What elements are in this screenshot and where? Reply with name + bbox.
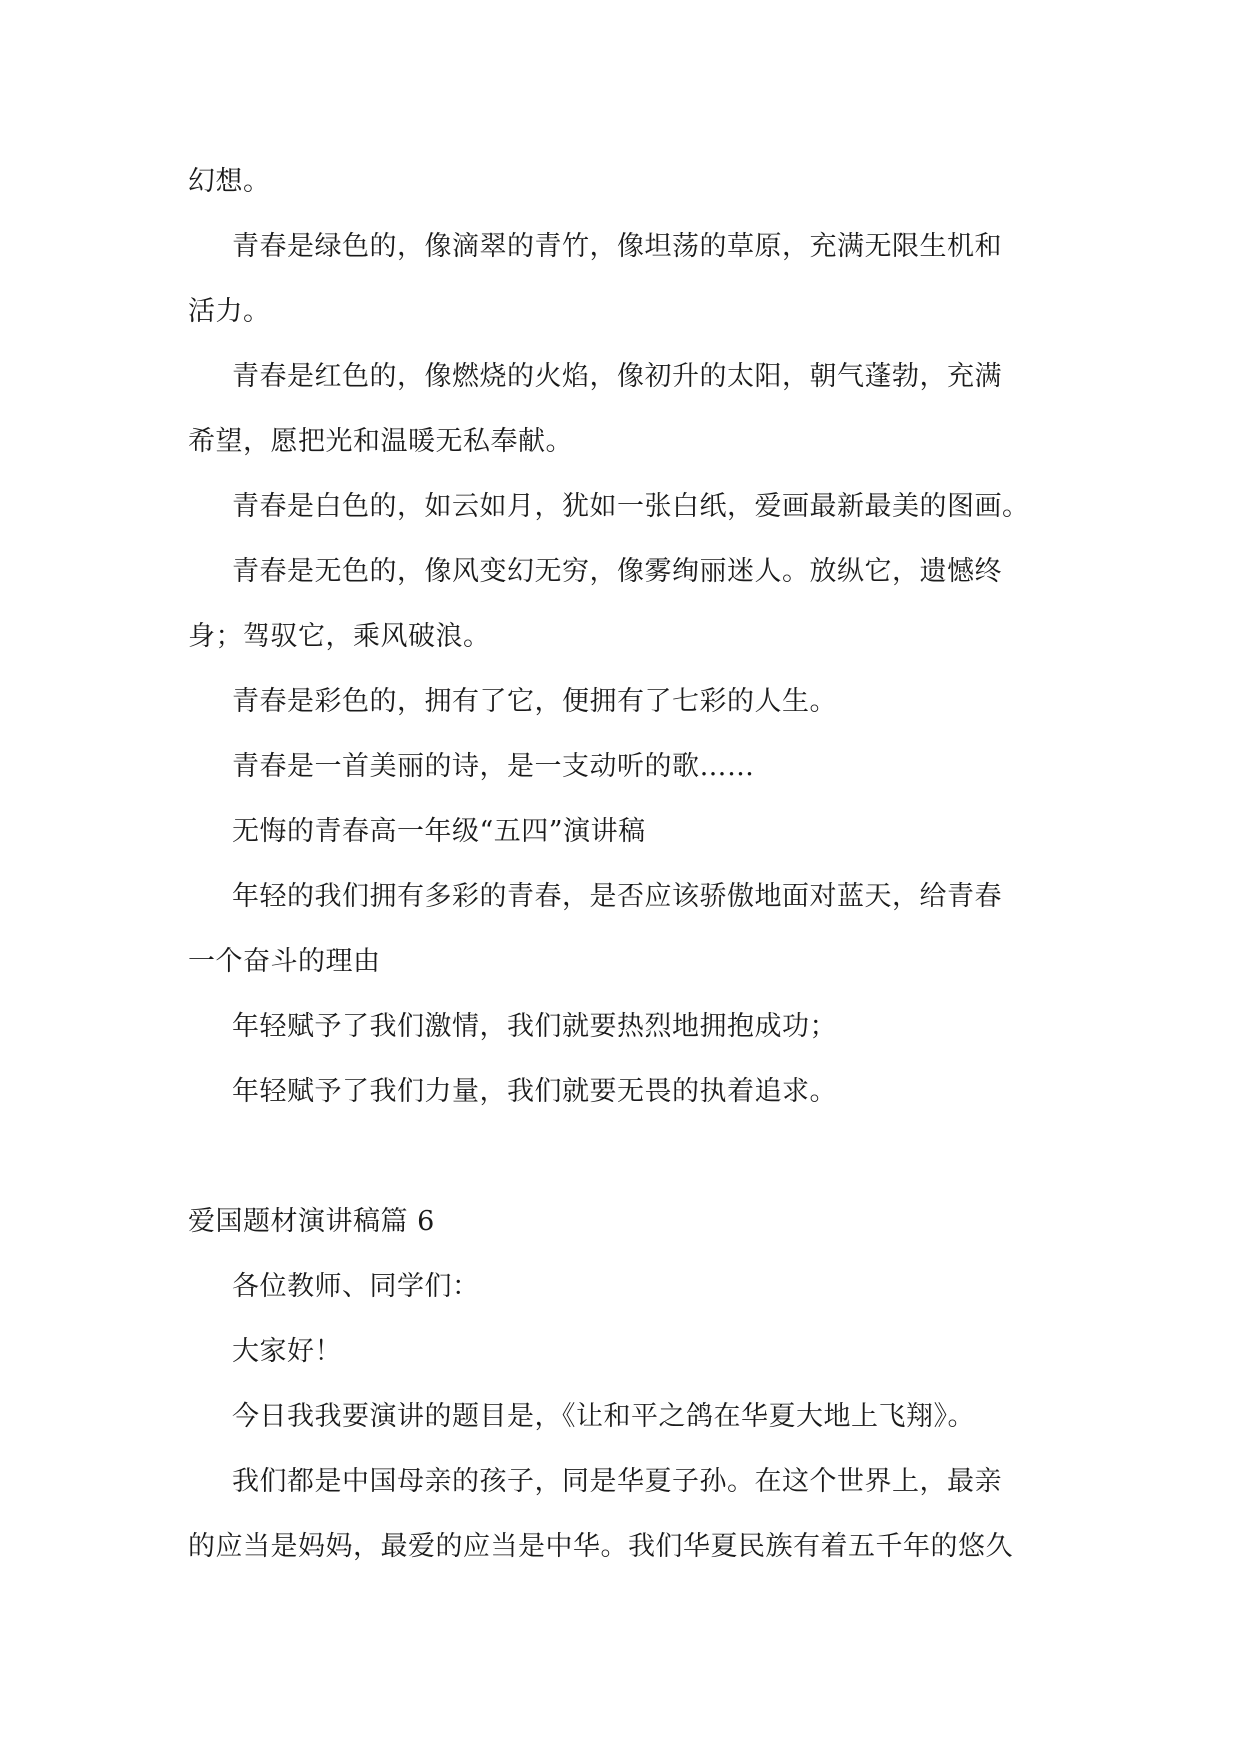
paragraph-line: 大家好！: [232, 1336, 342, 1367]
paragraph-line: 身；驾驭它，乘风破浪。: [188, 621, 491, 652]
paragraph-line: 今日我我要演讲的题目是，《让和平之鸽在华夏大地上飞翔》。: [232, 1401, 975, 1432]
paragraph-line: 青春是白色的，如云如月，犹如一张白纸，爱画最新最美的图画。: [232, 491, 1030, 522]
paragraph-line: 青春是彩色的，拥有了它，便拥有了七彩的人生。: [232, 686, 837, 717]
paragraph-line: 青春是一首美丽的诗，是一支动听的歌……: [232, 751, 755, 782]
paragraph-line: 青春是绿色的，像滴翠的青竹，像坦荡的草原，充满无限生机和: [232, 231, 1002, 262]
paragraph-line: 一个奋斗的理由: [188, 946, 381, 977]
paragraph-line: 年轻赋予了我们力量，我们就要无畏的执着追求。: [232, 1076, 837, 1107]
paragraph-line: 年轻的我们拥有多彩的青春，是否应该骄傲地面对蓝天，给青春: [232, 881, 1002, 912]
paragraph-line: 希望，愿把光和温暖无私奉献。: [188, 426, 573, 457]
paragraph-line: 各位教师、同学们：: [232, 1271, 480, 1302]
paragraph-line: 我们都是中国母亲的孩子，同是华夏子孙。在这个世界上，最亲: [232, 1466, 1002, 1497]
paragraph-line: 幻想。: [188, 166, 271, 197]
paragraph-line: 活力。: [188, 296, 271, 327]
paragraph-line: 青春是红色的，像燃烧的火焰，像初升的太阳，朝气蓬勃，充满: [232, 361, 1002, 392]
paragraph-line: 年轻赋予了我们激情，我们就要热烈地拥抱成功；: [232, 1011, 837, 1042]
paragraph-line: 的应当是妈妈，最爱的应当是中华。我们华夏民族有着五千年的悠久: [188, 1531, 1013, 1562]
paragraph-line: 无悔的青春高一年级“五四”演讲稿: [232, 816, 646, 847]
paragraph-line: 青春是无色的，像风变幻无穷，像雾绚丽迷人。放纵它，遗憾终: [232, 556, 1002, 587]
section-heading: 爱国题材演讲稿篇 6: [188, 1206, 435, 1237]
